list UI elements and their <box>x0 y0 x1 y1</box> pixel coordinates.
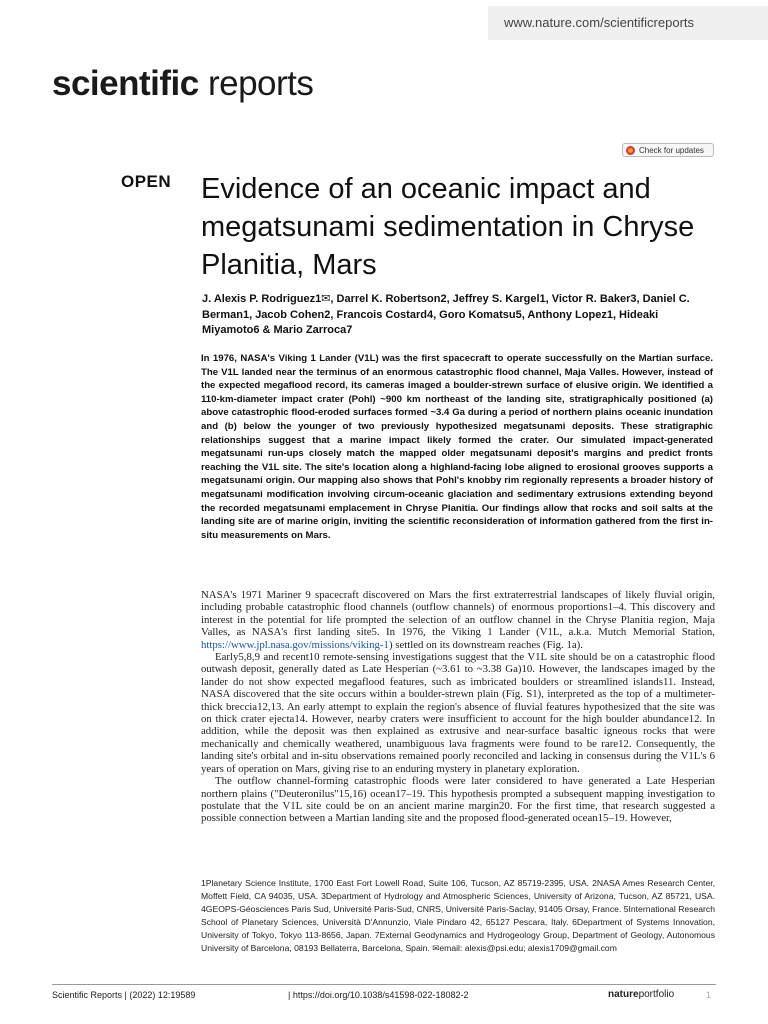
check-updates-label: Check for updates <box>639 145 704 155</box>
logo-bold: scientific <box>52 64 199 103</box>
open-access-label: OPEN <box>121 172 172 191</box>
logo-light: reports <box>207 64 314 103</box>
journal-citation: Scientific Reports | (2022) 12:19589 <box>52 990 196 1000</box>
footer-divider <box>52 984 716 985</box>
abstract: In 1976, NASA's Viking 1 Lander (V1L) was the first spacecraft to operate successfully on the Martian surface. The V1L landed near the terminus of an enormous catastrophic flood channel, Maja Valles. However, instead of the expected megaflood record, its cameras imaged a boulder-strewn surface of elusive origin. We identified a 110-km-diameter impact crater (Pohl) ~900 km northeast of the landing site, stratigraphically positioned (a) above catastrophic flood-eroded surfaces formed ~3.4 Ga during a period of northern plains oceanic inundation and (b) below the younger of two previously hypothesized megatsunami deposits. These stratigraphic relationships suggest that a marine impact likely formed the crater. Our simulated impact-generated megatsunami run-ups closely match the mapped older megatsunami deposit's margins and predict fronts reaching the V1L site. The site's location along a highland-facing lobe aligned to erosional grooves supports a megatsunami origin. Our mapping also shows that Pohl's knobby rim regionally represents a broader history of megatsunami modification involving circum-oceanic glaciation and sedimentary extrusions extending beyond the recorded megatsunami emplacement in Chryse Planitia. Our findings allow that rocks and soil salts at the landing site are of marine origin, inviting the scientific reconsideration of information gathered from the first in-situ measurements on Mars. <box>201 353 713 541</box>
publisher-bold: nature <box>608 989 639 1000</box>
paragraph-3: The outflow channel-forming catastrophic floods were later considered to have generated a Late Hesperian northern plains ("Deuteronilus"15,16) ocean17–19. This hypothesis prompted a subsequent mapping investigation to postulate that the V1L site could be on an ancient marine margin20. For the first time, that research suggested a possible connection between a Martian landing site and the proposed flood-generated ocean15–19. However, <box>201 775 715 825</box>
viking-mission-link[interactable]: https://www.jpl.nasa.gov/missions/viking-1 <box>201 638 389 651</box>
paragraph-2: Early5,8,9 and recent10 remote-sensing investigations suggest that the V1L site should be on a catastrophic flood outwash deposit, generally dated as Late Hesperian (~3.61 to ~3.38 Ga)10. However, the landscapes imaged by the lander do not show expected megaflood features, such as imbricated boulders or streamlined islands11. Instead, NASA discovered that the site occurs within a boulder-strewn plain (Fig. S1), interpreted as the top of a multimeter-thick breccia12,13. An early attempt to explain the region's absence of fluvial features hypothesized that the site was on thick crater ejecta14. However, nearby craters were insufficient to account for the high boulder abundance12. In addition, while the deposit was then explained as extrusive and near-surface basaltic igneous rocks that were mechanically and chemically weathered, unambiguous lava fragments were found to be rare12. Consequently, the landing site's orbital and in-situ observations remained poorly reconciled and lacking in consensus during the V1L's 6 years of operation on Mars, giving rise to an enduring mystery in planetary exploration. <box>201 651 715 775</box>
author-list: J. Alexis P. Rodriguez1✉, Darrel K. Robertson2, Jeffrey S. Kargel1, Victor R. Baker3, Daniel C. Berman1, Jacob Cohen2, Francois Costard4, Goro Komatsu5, Anthony Lopez1, Hideaki Miyamoto6 & Mario Zarroca7 <box>202 293 690 336</box>
paragraph-1-text: NASA's 1971 Mariner 9 spacecraft discovered on Mars the first extraterrestrial landscapes of likely fluvial origin, including probable catastrophic flood channels (outflow channels) of enormous proportions1–4. This discovery and interest in the potential for life prompted the selection of an outflow channel in the Chryse Planitia region, Maja Valles, as NASA's first landing site5. In 1976, the Viking 1 Lander (V1L, a.k.a. Mutch Memorial Station, <box>201 589 715 639</box>
paragraph-1-tail: ) settled on its downstream reaches (Fig. 1a). <box>388 638 583 651</box>
journal-url-link[interactable]: www.nature.com/scientificreports <box>504 15 695 30</box>
page-number: 1 <box>706 990 712 1000</box>
article-title: Evidence of an oceanic impact and megatsunami sedimentation in Chryse Planitia, Mars <box>201 173 695 281</box>
journal-logo <box>52 64 313 104</box>
paragraph-1 <box>201 589 715 651</box>
publisher-light: portfolio <box>638 989 675 1000</box>
doi-link[interactable]: | https://doi.org/10.1038/s41598-022-18082-2 <box>288 990 469 1000</box>
check-for-updates-button[interactable] <box>622 143 714 157</box>
main-text <box>201 589 715 825</box>
affiliations: 1Planetary Science Institute, 1700 East Fort Lowell Road, Suite 106, Tucson, AZ 85719-2395, USA. 2NASA Ames Research Center, Moffett Field, CA 94035, USA. 3Department of Hydrology and Atmospheric Sciences, University of Arizona, Tucson, AZ 85721, USA. 4GEOPS-Géosciences Paris Sud, Université Paris-Sud, CNRS, Université Paris-Saclay, 91405 Orsay, France. 5International Research School of Planetary Sciences, Università D'Annunzio, Viale Pindaro 42, 65127 Pescara, Italy. 6Department of Systems Innovation, University of Tokyo, Tokyo 113-8656, Japan. 7External Geodynamics and Hydrogeology Group, Department of Geology, Autonomous University of Barcelona, 08193 Bellaterra, Barcelona, Spain. ✉email: alexis@psi.edu; alexis1709@gmail.com <box>201 878 715 953</box>
publisher-logo <box>608 989 674 1000</box>
crossmark-icon <box>626 146 635 155</box>
